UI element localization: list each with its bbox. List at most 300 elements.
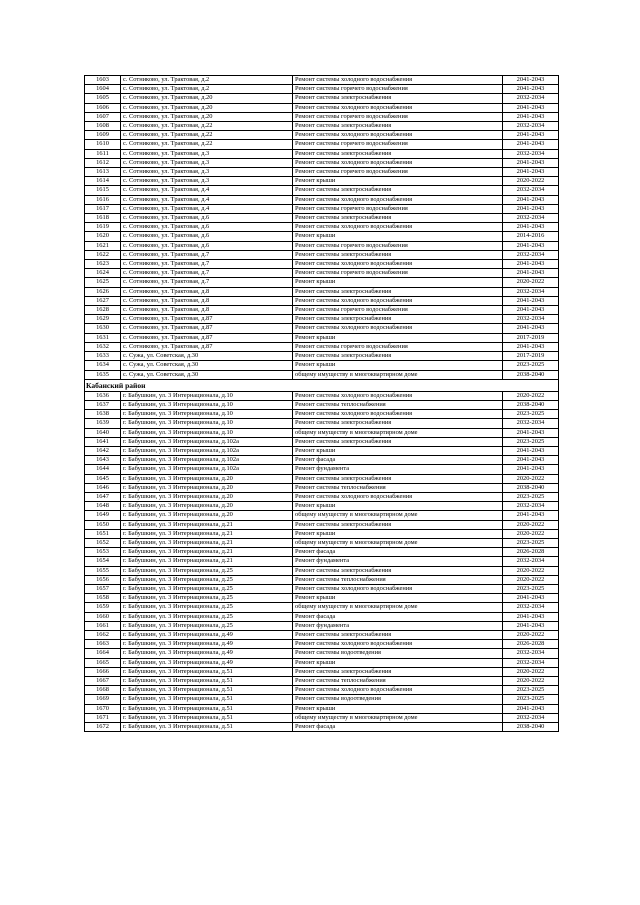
row-number: 1641 — [85, 437, 121, 446]
row-number: 1606 — [85, 103, 121, 112]
row-number: 1640 — [85, 428, 121, 437]
row-number: 1668 — [85, 686, 121, 695]
row-number: 1622 — [85, 250, 121, 259]
work-type-cell: Ремонт системы холодного водоснабжения — [293, 260, 503, 269]
period-cell: 2041-2043 — [503, 612, 559, 621]
period-cell: 2041-2043 — [503, 103, 559, 112]
address-cell: г. Бабушкин, ул. 3 Интернационала, д.102а — [121, 446, 293, 455]
period-cell: 2032-2034 — [503, 214, 559, 223]
table-row — [85, 584, 559, 593]
address-cell: г. Бабушкин, ул. 3 Интернационала, д.51 — [121, 686, 293, 695]
period-cell: 2032-2034 — [503, 250, 559, 259]
address-cell: с. Сотниково, ул. Трактовая, д.7 — [121, 250, 293, 259]
work-type-cell: Ремонт системы электроснабжения — [293, 186, 503, 195]
table-row — [85, 315, 559, 324]
row-number: 1625 — [85, 278, 121, 287]
period-cell: 2041-2043 — [503, 594, 559, 603]
table-row — [85, 529, 559, 538]
row-number: 1611 — [85, 149, 121, 158]
work-type-cell: Ремонт системы электроснабжения — [293, 667, 503, 676]
work-type-cell: Ремонт системы холодного водоснабжения — [293, 76, 503, 85]
table-row — [85, 630, 559, 639]
work-type-cell: Ремонт системы холодного водоснабжения — [293, 391, 503, 400]
row-number: 1642 — [85, 446, 121, 455]
period-cell: 2020-2022 — [503, 677, 559, 686]
row-number: 1631 — [85, 333, 121, 342]
period-cell: 2020-2022 — [503, 391, 559, 400]
row-number: 1647 — [85, 492, 121, 501]
row-number: 1651 — [85, 529, 121, 538]
table-row — [85, 342, 559, 351]
row-number: 1626 — [85, 287, 121, 296]
table-row — [85, 695, 559, 704]
row-number: 1614 — [85, 177, 121, 186]
address-cell: г. Бабушкин, ул. 3 Интернационала, д.51 — [121, 695, 293, 704]
work-type-cell: Ремонт системы теплоснабжения — [293, 400, 503, 409]
row-number: 1669 — [85, 695, 121, 704]
work-type-cell: Ремонт системы электроснабжения — [293, 315, 503, 324]
address-cell: с. Сотниково, ул. Трактовая, д.8 — [121, 287, 293, 296]
period-cell: 2032-2034 — [503, 502, 559, 511]
address-cell: с. Сотниково, ул. Трактовая, д.2 — [121, 76, 293, 85]
address-cell: с. Сотниково, ул. Трактовая, д.6 — [121, 223, 293, 232]
row-number: 1643 — [85, 456, 121, 465]
row-number: 1619 — [85, 223, 121, 232]
period-cell: 2032-2034 — [503, 315, 559, 324]
row-number: 1637 — [85, 400, 121, 409]
work-type-cell: общему имуществу в многоквартирном доме — [293, 713, 503, 722]
address-cell: с. Сотниково, ул. Трактовая, д.87 — [121, 315, 293, 324]
work-type-cell: Ремонт системы горячего водоснабжения — [293, 306, 503, 315]
work-type-cell: Ремонт крыши — [293, 446, 503, 455]
table-row — [85, 566, 559, 575]
table-row — [85, 677, 559, 686]
row-number: 1633 — [85, 352, 121, 361]
row-number: 1629 — [85, 315, 121, 324]
address-cell: г. Бабушкин, ул. 3 Интернационала, д.25 — [121, 612, 293, 621]
address-cell: г. Бабушкин, ул. 3 Интернационала, д.10 — [121, 400, 293, 409]
period-cell: 2041-2043 — [503, 140, 559, 149]
period-cell: 2026-2028 — [503, 640, 559, 649]
period-cell: 2041-2043 — [503, 76, 559, 85]
period-cell: 2014-2016 — [503, 232, 559, 241]
period-cell: 2041-2043 — [503, 158, 559, 167]
row-number: 1632 — [85, 342, 121, 351]
address-cell: г. Бабушкин, ул. 3 Интернационала, д.49 — [121, 640, 293, 649]
table-row — [85, 400, 559, 409]
work-type-cell: Ремонт системы электроснабжения — [293, 419, 503, 428]
work-type-cell: Ремонт крыши — [293, 361, 503, 370]
address-cell: г. Бабушкин, ул. 3 Интернационала, д.21 — [121, 520, 293, 529]
work-type-cell: Ремонт крыши — [293, 333, 503, 342]
table-row — [85, 140, 559, 149]
work-type-cell: Ремонт крыши — [293, 177, 503, 186]
address-cell: г. Бабушкин, ул. 3 Интернационала, д.51 — [121, 704, 293, 713]
row-number: 1624 — [85, 269, 121, 278]
work-type-cell: Ремонт системы холодного водоснабжения — [293, 195, 503, 204]
period-cell: 2032-2034 — [503, 649, 559, 658]
period-cell: 2041-2043 — [503, 85, 559, 94]
address-cell: с. Сотниково, ул. Трактовая, д.3 — [121, 149, 293, 158]
period-cell: 2023-2025 — [503, 538, 559, 547]
work-type-cell: Ремонт системы холодного водоснабжения — [293, 324, 503, 333]
work-type-cell: Ремонт системы холодного водоснабжения — [293, 640, 503, 649]
table-row — [85, 483, 559, 492]
address-cell: с. Сужа, ул. Советская, д.30 — [121, 370, 293, 379]
address-cell: г. Бабушкин, ул. 3 Интернационала, д.10 — [121, 419, 293, 428]
address-cell: г. Бабушкин, ул. 3 Интернационала, д.49 — [121, 649, 293, 658]
table-row — [85, 612, 559, 621]
work-type-cell: Ремонт системы холодного водоснабжения — [293, 410, 503, 419]
table-row — [85, 686, 559, 695]
work-type-cell: Ремонт системы электроснабжения — [293, 122, 503, 131]
address-cell: г. Бабушкин, ул. 3 Интернационала, д.21 — [121, 557, 293, 566]
table-row — [85, 324, 559, 333]
address-cell: г. Бабушкин, ул. 3 Интернационала, д.51 — [121, 667, 293, 676]
work-type-cell: Ремонт системы электроснабжения — [293, 214, 503, 223]
section-title: Кабанский район — [85, 379, 559, 391]
period-cell: 2023-2025 — [503, 410, 559, 419]
table-body-lower — [85, 391, 559, 732]
row-number: 1617 — [85, 204, 121, 213]
address-cell: с. Сотниково, ул. Трактовая, д.3 — [121, 158, 293, 167]
work-type-cell: Ремонт системы электроснабжения — [293, 149, 503, 158]
row-number: 1608 — [85, 122, 121, 131]
work-type-cell: Ремонт системы теплоснабжения — [293, 483, 503, 492]
table-row — [85, 186, 559, 195]
work-type-cell: Ремонт системы горячего водоснабжения — [293, 85, 503, 94]
table-row — [85, 269, 559, 278]
work-type-cell: Ремонт системы электроснабжения — [293, 437, 503, 446]
address-cell: с. Сужа, ул. Советская, д.30 — [121, 352, 293, 361]
work-type-cell: Ремонт фасада — [293, 548, 503, 557]
table-row — [85, 103, 559, 112]
work-type-cell: Ремонт фасада — [293, 612, 503, 621]
address-cell: с. Сотниково, ул. Трактовая, д.22 — [121, 131, 293, 140]
address-cell: с. Сотниково, ул. Трактовая, д.6 — [121, 232, 293, 241]
work-type-cell: Ремонт системы холодного водоснабжения — [293, 296, 503, 305]
work-type-cell: Ремонт фундамента — [293, 621, 503, 630]
table-row — [85, 419, 559, 428]
period-cell: 2020-2022 — [503, 529, 559, 538]
row-number: 1607 — [85, 112, 121, 121]
work-type-cell: Ремонт системы электроснабжения — [293, 287, 503, 296]
address-cell: г. Бабушкин, ул. 3 Интернационала, д.20 — [121, 474, 293, 483]
period-cell: 2032-2034 — [503, 94, 559, 103]
row-number: 1638 — [85, 410, 121, 419]
period-cell: 2020-2022 — [503, 566, 559, 575]
period-cell: 2020-2022 — [503, 278, 559, 287]
row-number: 1672 — [85, 723, 121, 732]
table-row — [85, 168, 559, 177]
row-number: 1645 — [85, 474, 121, 483]
table-row — [85, 594, 559, 603]
row-number: 1620 — [85, 232, 121, 241]
work-type-cell: общему имуществу в многоквартирном доме — [293, 428, 503, 437]
row-number: 1660 — [85, 612, 121, 621]
period-cell: 2032-2034 — [503, 557, 559, 566]
address-cell: г. Бабушкин, ул. 3 Интернационала, д.25 — [121, 584, 293, 593]
work-type-cell: Ремонт системы холодного водоснабжения — [293, 686, 503, 695]
period-cell: 2038-2040 — [503, 370, 559, 379]
table-row — [85, 640, 559, 649]
row-number: 1646 — [85, 483, 121, 492]
row-number: 1657 — [85, 584, 121, 593]
work-type-cell: Ремонт системы электроснабжения — [293, 474, 503, 483]
row-number: 1658 — [85, 594, 121, 603]
period-cell: 2032-2034 — [503, 287, 559, 296]
table-row — [85, 287, 559, 296]
work-type-cell: Ремонт системы холодного водоснабжения — [293, 103, 503, 112]
row-number: 1654 — [85, 557, 121, 566]
table-row — [85, 122, 559, 131]
table-body-upper — [85, 76, 559, 380]
work-type-cell: Ремонт крыши — [293, 704, 503, 713]
period-cell: 2032-2034 — [503, 419, 559, 428]
table-row — [85, 492, 559, 501]
work-type-cell: Ремонт системы электроснабжения — [293, 520, 503, 529]
work-type-cell: Ремонт системы горячего водоснабжения — [293, 168, 503, 177]
address-cell: с. Сотниково, ул. Трактовая, д.20 — [121, 94, 293, 103]
row-number: 1662 — [85, 630, 121, 639]
table-row — [85, 333, 559, 342]
table-row — [85, 456, 559, 465]
row-number: 1636 — [85, 391, 121, 400]
period-cell: 2041-2043 — [503, 621, 559, 630]
work-type-cell: Ремонт крыши — [293, 594, 503, 603]
table-row — [85, 621, 559, 630]
period-cell: 2023-2025 — [503, 492, 559, 501]
address-cell: с. Сотниково, ул. Трактовая, д.87 — [121, 324, 293, 333]
table-row — [85, 131, 559, 140]
work-type-cell: Ремонт фундамента — [293, 557, 503, 566]
table-row — [85, 260, 559, 269]
table-row — [85, 158, 559, 167]
address-cell: с. Сотниково, ул. Трактовая, д.22 — [121, 122, 293, 131]
period-cell: 2041-2043 — [503, 269, 559, 278]
period-cell: 2032-2034 — [503, 713, 559, 722]
table-row — [85, 214, 559, 223]
table-row — [85, 370, 559, 379]
address-cell: г. Бабушкин, ул. 3 Интернационала, д.20 — [121, 483, 293, 492]
address-cell: с. Сужа, ул. Советская, д.30 — [121, 361, 293, 370]
work-type-cell: общему имуществу в многоквартирном доме — [293, 538, 503, 547]
row-number: 1613 — [85, 168, 121, 177]
period-cell: 2017-2019 — [503, 352, 559, 361]
period-cell: 2038-2040 — [503, 400, 559, 409]
table-row — [85, 548, 559, 557]
row-number: 1650 — [85, 520, 121, 529]
address-cell: с. Сотниково, ул. Трактовая, д.20 — [121, 112, 293, 121]
period-cell: 2041-2043 — [503, 306, 559, 315]
address-cell: г. Бабушкин, ул. 3 Интернационала, д.10 — [121, 410, 293, 419]
table-row — [85, 446, 559, 455]
table-row — [85, 649, 559, 658]
table-row — [85, 575, 559, 584]
table-row — [85, 112, 559, 121]
address-cell: с. Сотниково, ул. Трактовая, д.4 — [121, 204, 293, 213]
period-cell: 2041-2043 — [503, 704, 559, 713]
row-number: 1670 — [85, 704, 121, 713]
work-type-cell: общему имуществу в многоквартирном доме — [293, 511, 503, 520]
address-cell: с. Сотниково, ул. Трактовая, д.3 — [121, 177, 293, 186]
period-cell: 2041-2043 — [503, 456, 559, 465]
table-row — [85, 428, 559, 437]
period-cell: 2032-2034 — [503, 186, 559, 195]
table-row — [85, 195, 559, 204]
period-cell: 2041-2043 — [503, 324, 559, 333]
address-cell: с. Сотниково, ул. Трактовая, д.20 — [121, 103, 293, 112]
row-number: 1639 — [85, 419, 121, 428]
row-number: 1665 — [85, 658, 121, 667]
address-cell: г. Бабушкин, ул. 3 Интернационала, д.25 — [121, 621, 293, 630]
table-row — [85, 177, 559, 186]
period-cell: 2032-2034 — [503, 122, 559, 131]
address-cell: г. Бабушкин, ул. 3 Интернационала, д.51 — [121, 677, 293, 686]
address-cell: г. Бабушкин, ул. 3 Интернационала, д.20 — [121, 502, 293, 511]
table-row — [85, 232, 559, 241]
table-row — [85, 296, 559, 305]
work-type-cell: Ремонт крыши — [293, 529, 503, 538]
row-number: 1604 — [85, 85, 121, 94]
table-row — [85, 278, 559, 287]
row-number: 1649 — [85, 511, 121, 520]
work-type-cell: Ремонт системы электроснабжения — [293, 94, 503, 103]
work-type-cell: Ремонт системы водоотведения — [293, 649, 503, 658]
table-row — [85, 204, 559, 213]
row-number: 1627 — [85, 296, 121, 305]
row-number: 1603 — [85, 76, 121, 85]
work-type-cell: Ремонт системы горячего водоснабжения — [293, 342, 503, 351]
period-cell: 2020-2022 — [503, 474, 559, 483]
address-cell: с. Сотниково, ул. Трактовая, д.22 — [121, 140, 293, 149]
period-cell: 2032-2034 — [503, 658, 559, 667]
row-number: 1635 — [85, 370, 121, 379]
table-row — [85, 76, 559, 85]
row-number: 1663 — [85, 640, 121, 649]
period-cell: 2038-2040 — [503, 483, 559, 492]
period-cell: 2020-2022 — [503, 177, 559, 186]
table-row — [85, 410, 559, 419]
table-row — [85, 391, 559, 400]
address-cell: с. Сотниково, ул. Трактовая, д.6 — [121, 214, 293, 223]
work-type-cell: Ремонт системы электроснабжения — [293, 566, 503, 575]
address-cell: с. Сотниково, ул. Трактовая, д.6 — [121, 241, 293, 250]
address-cell: г. Бабушкин, ул. 3 Интернационала, д.102а — [121, 437, 293, 446]
table-row — [85, 474, 559, 483]
work-type-cell: Ремонт крыши — [293, 278, 503, 287]
period-cell: 2032-2034 — [503, 149, 559, 158]
work-type-cell: Ремонт системы холодного водоснабжения — [293, 158, 503, 167]
work-type-cell: Ремонт системы теплоснабжения — [293, 575, 503, 584]
row-number: 1644 — [85, 465, 121, 474]
address-cell: г. Бабушкин, ул. 3 Интернационала, д.25 — [121, 575, 293, 584]
row-number: 1652 — [85, 538, 121, 547]
work-type-cell: Ремонт системы холодного водоснабжения — [293, 492, 503, 501]
address-cell: г. Бабушкин, ул. 3 Интернационала, д.20 — [121, 492, 293, 501]
period-cell: 2041-2043 — [503, 296, 559, 305]
address-cell: г. Бабушкин, ул. 3 Интернационала, д.10 — [121, 428, 293, 437]
row-number: 1634 — [85, 361, 121, 370]
row-number: 1621 — [85, 241, 121, 250]
table-row — [85, 538, 559, 547]
table-row — [85, 306, 559, 315]
row-number: 1610 — [85, 140, 121, 149]
address-cell: г. Бабушкин, ул. 3 Интернационала, д.49 — [121, 630, 293, 639]
table-row — [85, 241, 559, 250]
period-cell: 2038-2040 — [503, 723, 559, 732]
work-type-cell: Ремонт крыши — [293, 232, 503, 241]
row-number: 1666 — [85, 667, 121, 676]
row-number: 1609 — [85, 131, 121, 140]
table-row — [85, 502, 559, 511]
period-cell: 2041-2043 — [503, 511, 559, 520]
row-number: 1653 — [85, 548, 121, 557]
work-type-cell: Ремонт системы электроснабжения — [293, 352, 503, 361]
period-cell: 2041-2043 — [503, 204, 559, 213]
address-cell: г. Бабушкин, ул. 3 Интернационала, д.21 — [121, 538, 293, 547]
table-row — [85, 85, 559, 94]
table-row — [85, 723, 559, 732]
table-row — [85, 557, 559, 566]
address-cell: с. Сотниково, ул. Трактовая, д.4 — [121, 186, 293, 195]
work-type-cell: Ремонт системы холодного водоснабжения — [293, 131, 503, 140]
address-cell: г. Бабушкин, ул. 3 Интернационала, д.25 — [121, 566, 293, 575]
table-row — [85, 667, 559, 676]
work-type-cell: Ремонт системы холодного водоснабжения — [293, 584, 503, 593]
row-number: 1630 — [85, 324, 121, 333]
address-cell: г. Бабушкин, ул. 3 Интернационала, д.102а — [121, 456, 293, 465]
address-cell: г. Бабушкин, ул. 3 Интернационала, д.51 — [121, 723, 293, 732]
address-cell: г. Бабушкин, ул. 3 Интернационала, д.25 — [121, 594, 293, 603]
period-cell: 2020-2022 — [503, 575, 559, 584]
capital-repair-table — [84, 75, 559, 732]
address-cell: с. Сотниково, ул. Трактовая, д.8 — [121, 306, 293, 315]
address-cell: с. Сотниково, ул. Трактовая, д.8 — [121, 296, 293, 305]
address-cell: г. Бабушкин, ул. 3 Интернационала, д.49 — [121, 658, 293, 667]
address-cell: г. Бабушкин, ул. 3 Интернационала, д.21 — [121, 529, 293, 538]
period-cell: 2017-2019 — [503, 333, 559, 342]
work-type-cell: Ремонт фундамента — [293, 465, 503, 474]
work-type-cell: Ремонт крыши — [293, 502, 503, 511]
work-type-cell: Ремонт системы горячего водоснабжения — [293, 112, 503, 121]
row-number: 1628 — [85, 306, 121, 315]
period-cell: 2041-2043 — [503, 342, 559, 351]
address-cell: с. Сотниково, ул. Трактовая, д.7 — [121, 278, 293, 287]
address-cell: г. Бабушкин, ул. 3 Интернационала, д.21 — [121, 548, 293, 557]
work-type-cell: Ремонт системы горячего водоснабжения — [293, 204, 503, 213]
table-row — [85, 520, 559, 529]
table-row — [85, 223, 559, 232]
period-cell: 2020-2022 — [503, 667, 559, 676]
period-cell: 2041-2043 — [503, 260, 559, 269]
row-number: 1616 — [85, 195, 121, 204]
table-row — [85, 713, 559, 722]
table-row — [85, 94, 559, 103]
table-row — [85, 658, 559, 667]
address-cell: с. Сотниково, ул. Трактовая, д.87 — [121, 342, 293, 351]
row-number: 1671 — [85, 713, 121, 722]
address-cell: г. Бабушкин, ул. 3 Интернационала, д.10 — [121, 391, 293, 400]
table-row — [85, 465, 559, 474]
work-type-cell: Ремонт системы теплоснабжения — [293, 677, 503, 686]
row-number: 1648 — [85, 502, 121, 511]
address-cell: с. Сотниково, ул. Трактовая, д.87 — [121, 333, 293, 342]
table-row — [85, 361, 559, 370]
period-cell: 2041-2043 — [503, 195, 559, 204]
period-cell: 2041-2043 — [503, 241, 559, 250]
period-cell: 2041-2043 — [503, 168, 559, 177]
